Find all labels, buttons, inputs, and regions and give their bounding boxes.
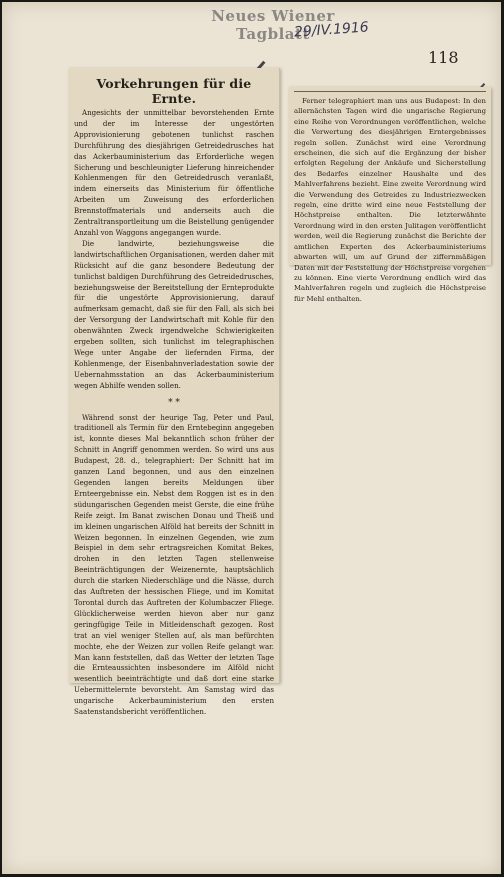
section-divider: * * xyxy=(168,397,180,408)
handwritten-date: 29/IV.1916 xyxy=(293,19,370,41)
archive-page xyxy=(2,2,501,874)
article-paragraph: Ferner telegraphiert man uns aus Budapest: In den allernächsten Tagen wird die ungarische Regierung eine Reihe von Verordnungen veröffentlichen, welche die Verwertung des diesjährigen Erntergebnisses regeln sollen. Zunächst wird eine Verordnung erscheinen, die sich auf die Ergänzung der bisher erfolgten Regelung der Ankäufe und Sicherstellung des Bedarfes einzelner Haushalte und des Mahlverfahrens bezieht. Eine zweite Verordnung wird die Verwendung des Getreides zu Industriezwecken regeln, eine dritte wird eine neue Feststellung der Höchstpreise enthalten. Die letzterwähnte Verordnung wird in den ersten Julitagen veröffentlicht werden, weil die Regierung zunächst die Berichte der amtlichen Experten des Ackerbauministeriums abwarten will, um auf Grund der ziffernmäßigen Daten mit der Feststellung der Höchstpreise vorgehen zu können. Eine vierte Verordnung endlich wird das Mahlverfahren regeln und zugleich die Höchstpreise für Mehl enthalten. xyxy=(294,97,486,303)
article-paragraph: Die landwirte, beziehungsweise die landwirtschaftlichen Organisationen, werden daher mit Rücksicht auf die ganz besondere Bedeutung der tunlichst baldigen Durchführung des Getreidedrusches, beziehungsweise der Bereitstellung der Ernteprodukte für die ungestörte Approvisionierung, darauf aufmerksam gemacht, daß sie für den Fall, als sich bei der Versorgung der Landwirtschaft mit Kohle für den obenwähnten Zweck irgendwelche Schwierigkeiten ergeben sollten, sich tunlichst im telegraphischen Wege unter Angabe der liefernden Firma, der Kohlenmenge, der Eisenbahnverladestation sowie der Uebernahmsstation an das Ackerbauministerium wegen Abhilfe wenden sollen. xyxy=(74,238,274,390)
page-number: 118 xyxy=(428,48,459,67)
top-rule xyxy=(294,91,486,92)
newspaper-clipping-left xyxy=(69,68,280,717)
article-title: Vorkehrungen für die Ernte. xyxy=(96,76,252,106)
article-paragraph: Während sonst der heurige Tag, Peter und Paul, traditionell als Termin für den Erntebeginn angegeben ist, konnte dieses Mal bekanntlich schon früher der Schnitt in Angriff genommen werden. So wird uns aus Budapest, 28. d., telegraphiert: Der Schnitt hat im ganzen Land begonnen, und aus den einzelnen Gegenden langen bereits Meldungen über Ernteergebnisse ein. Nebst dem Roggen ist es in den südungarischen Gegenden meist Gerste, die eine frühe Reife zeigt. Im Banat zwischen Donau und Theiß und im kleinen ungarischen Alföld hat bereits der Schnitt in Weizen begonnen. In einzelnen Gegenden, wie zum Beispiel in dem sehr ertragsreichen Komitat Bekes, drohen in den letzten Tagen stellenweise Beeinträchtigungen der Weizenernte, hauptsächlich durch die starken Niederschläge und die Nässe, durch das Auftreten der hessischen Fliege, und im Komitat Torontal durch das Auftreten der Kolumbaczer Fliege. Glücklicherweise werden hievon aber nur ganz geringfügige Teile in Mitleidenschaft gezogen. Rost trat an viel weniger Stellen auf, als man befürchten mochte, ehe der Weizen zur vollen Reife gelangt war. Man kann feststellen, daß das Wetter der letzten Tage die Ernteaussichten insbesondere im Alföld nicht wesentlich beeinträchtigte und daß dort eine starke Uebermittelernte bevorsteht. Am Samstag wird das ungarische Ackerbauministerium den ersten Saatenstandsbericht veröffentlichen. xyxy=(74,412,274,717)
newspaper-clipping-right xyxy=(289,87,491,303)
article-paragraph: Angesichts der unmittelbar bevorstehenden Ernte und der im Interesse der ungestörten Approvisionierung gebotenen tunlichst raschen Durchführung des diesjährigen Getreidedrusches hat das Ackerbauministerium das Erforderliche wegen Sicherung und beschleunigter Lieferung hinreichender Kohlenmengen für den Getreidedrusch veranlaßt, indem einerseits das Ministerium für öffentliche Arbeiten um Zuweisung des erforderlichen Brennstoffmaterials und anderseits auch die Zentraltransportleitung um die Beistellung genügender Anzahl von Waggons angegangen wurde. xyxy=(74,108,274,237)
article-body-second xyxy=(74,413,274,718)
newspaper-masthead: Neues Wiener Tagblatt xyxy=(211,7,335,43)
article-body-right xyxy=(294,96,486,304)
article-body xyxy=(74,108,274,392)
